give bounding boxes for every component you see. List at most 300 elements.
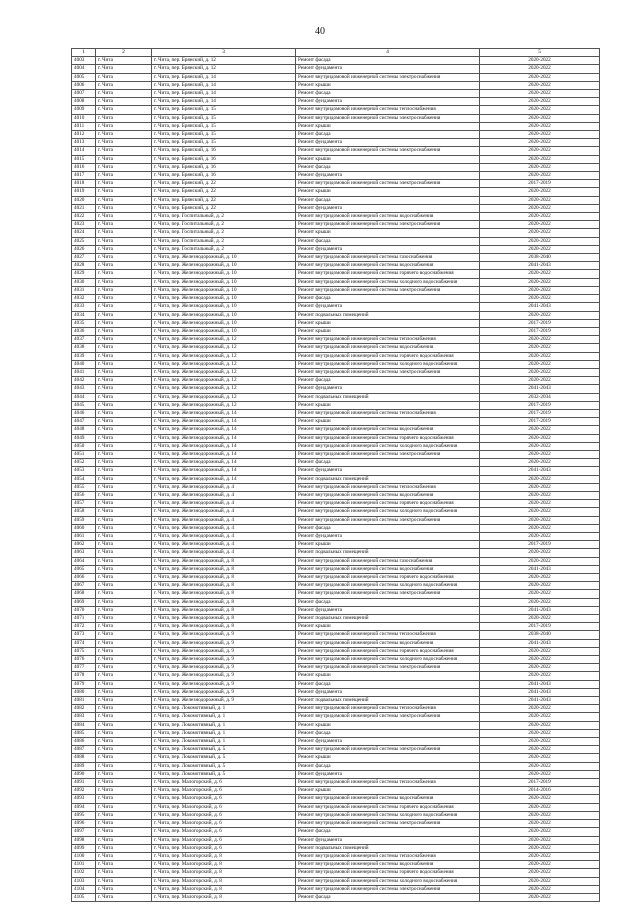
table-row <box>72 303 600 311</box>
table-row <box>72 598 600 606</box>
work-type-cell: Ремонт крыши <box>296 541 480 549</box>
row-number-cell: 4097 <box>72 828 96 836</box>
table-row <box>72 409 600 417</box>
locality-cell: г. Чита <box>96 803 152 811</box>
table-row <box>72 385 600 393</box>
header-cell: 1 <box>72 49 96 57</box>
table-row <box>72 180 600 188</box>
address-cell: г. Чита, пер. Железнодорожный, д. 9 <box>152 688 296 696</box>
locality-cell: г. Чита <box>96 483 152 491</box>
row-number-cell: 4036 <box>72 327 96 335</box>
row-number-cell: 4017 <box>72 172 96 180</box>
work-type-cell: Ремонт подвальных помещений <box>296 844 480 852</box>
row-number-cell: 4040 <box>72 360 96 368</box>
address-cell: г. Чита, пер. Брянский, д. 14 <box>152 90 296 98</box>
work-type-cell: Ремонт внутридомовой инженерной системы газоснабжения <box>296 254 480 262</box>
period-cell: 2020-2022 <box>480 483 600 491</box>
period-cell: 2020-2022 <box>480 844 600 852</box>
table-row <box>72 582 600 590</box>
locality-cell: г. Чита <box>96 541 152 549</box>
locality-cell: г. Чита <box>96 426 152 434</box>
row-number-cell: 4037 <box>72 336 96 344</box>
locality-cell: г. Чита <box>96 787 152 795</box>
period-cell: 2041-2043 <box>480 697 600 705</box>
period-cell: 2020-2022 <box>480 221 600 229</box>
locality-cell: г. Чита <box>96 861 152 869</box>
table-row <box>72 221 600 229</box>
row-number-cell: 4054 <box>72 475 96 483</box>
period-cell: 2020-2022 <box>480 705 600 713</box>
locality-cell: г. Чита <box>96 590 152 598</box>
row-number-cell: 4063 <box>72 549 96 557</box>
period-cell: 2020-2022 <box>480 516 600 524</box>
header-cell: 3 <box>152 49 296 57</box>
work-type-cell: Ремонт фасада <box>296 131 480 139</box>
address-cell: г. Чита, пер. Железнодорожный, д. 9 <box>152 656 296 664</box>
period-cell: 2020-2022 <box>480 598 600 606</box>
table-row <box>72 664 600 672</box>
address-cell: г. Чита, пер. Железнодорожный, д. 14 <box>152 434 296 442</box>
row-number-cell: 4015 <box>72 155 96 163</box>
row-number-cell: 4018 <box>72 180 96 188</box>
work-type-cell: Ремонт внутридомовой инженерной системы холодного водоснабжения <box>296 656 480 664</box>
table-row <box>72 73 600 81</box>
row-number-cell: 4075 <box>72 647 96 655</box>
table-row <box>72 590 600 598</box>
table-header-row <box>72 49 600 57</box>
locality-cell: г. Чита <box>96 385 152 393</box>
locality-cell: г. Чита <box>96 647 152 655</box>
table-row <box>72 721 600 729</box>
table-row <box>72 844 600 852</box>
table-row <box>72 262 600 270</box>
period-cell: 2017-2019 <box>480 779 600 787</box>
header-cell: 5 <box>480 49 600 57</box>
work-type-cell: Ремонт внутридомовой инженерной системы водоснабжения <box>296 861 480 869</box>
address-cell: г. Чита, пер. Железнодорожный, д. 14 <box>152 467 296 475</box>
period-cell: 2017-2019 <box>480 401 600 409</box>
locality-cell: г. Чита <box>96 713 152 721</box>
row-number-cell: 4096 <box>72 820 96 828</box>
address-cell: г. Чита, пер. Локомотивный, д. 5 <box>152 770 296 778</box>
row-number-cell: 4048 <box>72 426 96 434</box>
address-cell: г. Чита, пер. Железнодорожный, д. 4 <box>152 532 296 540</box>
work-type-cell: Ремонт крыши <box>296 122 480 130</box>
locality-cell: г. Чита <box>96 311 152 319</box>
address-cell: г. Чита, пер. Брянский, д. 14 <box>152 81 296 89</box>
work-type-cell: Ремонт подвальных помещений <box>296 697 480 705</box>
period-cell: 2032-2034 <box>480 393 600 401</box>
work-type-cell: Ремонт фундамента <box>296 770 480 778</box>
work-type-cell: Ремонт внутридомовой инженерной системы горячего водоснабжения <box>296 434 480 442</box>
row-number-cell: 4089 <box>72 762 96 770</box>
table-row <box>72 81 600 89</box>
address-cell: г. Чита, пер. Железнодорожный, д. 8 <box>152 590 296 598</box>
row-number-cell: 4093 <box>72 795 96 803</box>
period-cell: 2041-2043 <box>480 680 600 688</box>
table-row <box>72 491 600 499</box>
work-type-cell: Ремонт фундамента <box>296 204 480 212</box>
table-row <box>72 434 600 442</box>
table-row <box>72 377 600 385</box>
period-cell: 2020-2022 <box>480 65 600 73</box>
row-number-cell: 4091 <box>72 779 96 787</box>
row-number-cell: 4034 <box>72 311 96 319</box>
row-number-cell: 4087 <box>72 746 96 754</box>
period-cell: 2020-2022 <box>480 664 600 672</box>
work-type-cell: Ремонт фундамента <box>296 836 480 844</box>
address-cell: г. Чита, пер. Железнодорожный, д. 10 <box>152 295 296 303</box>
row-number-cell: 4004 <box>72 65 96 73</box>
table-row <box>72 836 600 844</box>
row-number-cell: 4098 <box>72 836 96 844</box>
table-row <box>72 574 600 582</box>
period-cell: 2020-2022 <box>480 877 600 885</box>
address-cell: г. Чита, пер. Железнодорожный, д. 9 <box>152 647 296 655</box>
row-number-cell: 4083 <box>72 713 96 721</box>
locality-cell: г. Чита <box>96 122 152 130</box>
locality-cell: г. Чита <box>96 393 152 401</box>
address-cell: г. Чита, пер. Брянский, д. 15 <box>152 131 296 139</box>
period-cell: 2017-2019 <box>480 418 600 426</box>
row-number-cell: 4101 <box>72 861 96 869</box>
table-row <box>72 106 600 114</box>
locality-cell: г. Чита <box>96 450 152 458</box>
row-number-cell: 4102 <box>72 869 96 877</box>
work-type-cell: Ремонт крыши <box>296 721 480 729</box>
table-row <box>72 122 600 130</box>
address-cell: г. Чита, пер. Железнодорожный, д. 12 <box>152 393 296 401</box>
period-cell: 2020-2022 <box>480 270 600 278</box>
work-type-cell: Ремонт внутридомовой инженерной системы электроснабжения <box>296 885 480 893</box>
row-number-cell: 4095 <box>72 811 96 819</box>
work-type-cell: Ремонт внутридомовой инженерной системы электроснабжения <box>296 516 480 524</box>
address-cell: г. Чита, пер. Железнодорожный, д. 12 <box>152 344 296 352</box>
table-row <box>72 270 600 278</box>
period-cell: 2020-2022 <box>480 73 600 81</box>
locality-cell: г. Чита <box>96 467 152 475</box>
locality-cell: г. Чита <box>96 303 152 311</box>
period-cell: 2020-2022 <box>480 147 600 155</box>
locality-cell: г. Чита <box>96 278 152 286</box>
locality-cell: г. Чита <box>96 623 152 631</box>
table-row <box>72 336 600 344</box>
period-cell: 2020-2022 <box>480 754 600 762</box>
period-cell: 2020-2022 <box>480 836 600 844</box>
address-cell: г. Чита, пер. Брянский, д. 14 <box>152 73 296 81</box>
address-cell: г. Чита, пер. Брянский, д. 12 <box>152 65 296 73</box>
table-row <box>72 98 600 106</box>
table-row <box>72 467 600 475</box>
row-number-cell: 4042 <box>72 377 96 385</box>
address-cell: г. Чита, пер. Локомотивный, д. 5 <box>152 754 296 762</box>
period-cell: 2020-2022 <box>480 893 600 901</box>
locality-cell: г. Чита <box>96 516 152 524</box>
period-cell: 2020-2022 <box>480 885 600 893</box>
address-cell: г. Чита, пер. Госпитальный, д. 2 <box>152 229 296 237</box>
work-type-cell: Ремонт подвальных помещений <box>296 475 480 483</box>
table-row <box>72 615 600 623</box>
table-row <box>72 163 600 171</box>
row-number-cell: 4039 <box>72 352 96 360</box>
period-cell: 2020-2022 <box>480 869 600 877</box>
row-number-cell: 4085 <box>72 729 96 737</box>
locality-cell: г. Чита <box>96 409 152 417</box>
period-cell: 2020-2022 <box>480 721 600 729</box>
address-cell: г. Чита, пер. Малогорский, д. 6 <box>152 828 296 836</box>
period-cell: 2020-2022 <box>480 188 600 196</box>
period-cell: 2020-2022 <box>480 90 600 98</box>
address-cell: г. Чита, пер. Железнодорожный, д. 12 <box>152 352 296 360</box>
address-cell: г. Чита, пер. Железнодорожный, д. 10 <box>152 254 296 262</box>
locality-cell: г. Чита <box>96 229 152 237</box>
work-type-cell: Ремонт внутридомовой инженерной системы теплоснабжения <box>296 631 480 639</box>
period-cell: 2020-2022 <box>480 213 600 221</box>
address-cell: г. Чита, пер. Железнодорожный, д. 10 <box>152 303 296 311</box>
work-type-cell: Ремонт крыши <box>296 319 480 327</box>
row-number-cell: 4064 <box>72 557 96 565</box>
table-row <box>72 475 600 483</box>
work-type-cell: Ремонт внутридомовой инженерной системы горячего водоснабжения <box>296 352 480 360</box>
locality-cell: г. Чита <box>96 598 152 606</box>
work-type-cell: Ремонт крыши <box>296 188 480 196</box>
locality-cell: г. Чита <box>96 557 152 565</box>
locality-cell: г. Чита <box>96 672 152 680</box>
period-cell: 2020-2022 <box>480 114 600 122</box>
table-row <box>72 738 600 746</box>
table-row <box>72 368 600 376</box>
address-cell: г. Чита, пер. Малогорский, д. 6 <box>152 836 296 844</box>
table-row <box>72 204 600 212</box>
period-cell: 2020-2022 <box>480 81 600 89</box>
period-cell: 2020-2022 <box>480 590 600 598</box>
row-number-cell: 4031 <box>72 286 96 294</box>
row-number-cell: 4020 <box>72 196 96 204</box>
table-row <box>72 311 600 319</box>
work-type-cell: Ремонт внутридомовой инженерной системы водоснабжения <box>296 262 480 270</box>
locality-cell: г. Чита <box>96 754 152 762</box>
locality-cell: г. Чита <box>96 90 152 98</box>
table-row <box>72 746 600 754</box>
work-type-cell: Ремонт внутридомовой инженерной системы электроснабжения <box>296 114 480 122</box>
work-type-cell: Ремонт внутридомовой инженерной системы теплоснабжения <box>296 705 480 713</box>
period-cell: 2020-2022 <box>480 770 600 778</box>
address-cell: г. Чита, пер. Брянский, д. 14 <box>152 98 296 106</box>
period-cell: 2014-2016 <box>480 787 600 795</box>
period-cell: 2020-2022 <box>480 278 600 286</box>
row-number-cell: 4080 <box>72 688 96 696</box>
locality-cell: г. Чита <box>96 221 152 229</box>
locality-cell: г. Чита <box>96 459 152 467</box>
locality-cell: г. Чита <box>96 418 152 426</box>
address-cell: г. Чита, пер. Железнодорожный, д. 4 <box>152 524 296 532</box>
address-cell: г. Чита, пер. Малогорский, д. 6 <box>152 779 296 787</box>
table-row <box>72 713 600 721</box>
period-cell: 2020-2022 <box>480 237 600 245</box>
address-cell: г. Чита, пер. Железнодорожный, д. 4 <box>152 541 296 549</box>
address-cell: г. Чита, пер. Малогорский, д. 6 <box>152 811 296 819</box>
period-cell: 2017-2019 <box>480 623 600 631</box>
row-number-cell: 4072 <box>72 623 96 631</box>
work-type-cell: Ремонт крыши <box>296 754 480 762</box>
address-cell: г. Чита, пер. Железнодорожный, д. 8 <box>152 598 296 606</box>
table-row <box>72 647 600 655</box>
work-type-cell: Ремонт внутридомовой инженерной системы холодного водоснабжения <box>296 442 480 450</box>
period-cell: 2020-2022 <box>480 828 600 836</box>
address-cell: г. Чита, пер. Брянский, д. 15 <box>152 114 296 122</box>
row-number-cell: 4103 <box>72 877 96 885</box>
work-type-cell: Ремонт внутридомовой инженерной системы электроснабжения <box>296 713 480 721</box>
table-row <box>72 820 600 828</box>
table-row <box>72 803 600 811</box>
table-row <box>72 828 600 836</box>
row-number-cell: 4058 <box>72 508 96 516</box>
period-cell: 2020-2022 <box>480 532 600 540</box>
work-type-cell: Ремонт крыши <box>296 81 480 89</box>
address-cell: г. Чита, пер. Госпитальный, д. 2 <box>152 237 296 245</box>
locality-cell: г. Чита <box>96 180 152 188</box>
work-type-cell: Ремонт внутридомовой инженерной системы горячего водоснабжения <box>296 869 480 877</box>
row-number-cell: 4023 <box>72 221 96 229</box>
work-type-cell: Ремонт внутридомовой инженерной системы электроснабжения <box>296 180 480 188</box>
period-cell: 2020-2022 <box>480 368 600 376</box>
row-number-cell: 4012 <box>72 131 96 139</box>
address-cell: г. Чита, пер. Малогорский, д. 6 <box>152 795 296 803</box>
work-type-cell: Ремонт фасада <box>296 377 480 385</box>
table-row <box>72 147 600 155</box>
table-row <box>72 295 600 303</box>
work-type-cell: Ремонт внутридомовой инженерной системы электроснабжения <box>296 820 480 828</box>
period-cell: 2020-2022 <box>480 656 600 664</box>
work-type-cell: Ремонт фасада <box>296 828 480 836</box>
table-row <box>72 114 600 122</box>
period-cell: 2020-2022 <box>480 360 600 368</box>
row-number-cell: 4025 <box>72 237 96 245</box>
table-row <box>72 131 600 139</box>
table-row <box>72 869 600 877</box>
period-cell: 2020-2022 <box>480 524 600 532</box>
work-type-cell: Ремонт крыши <box>296 623 480 631</box>
work-type-cell: Ремонт крыши <box>296 327 480 335</box>
locality-cell: г. Чита <box>96 844 152 852</box>
work-type-cell: Ремонт внутридомовой инженерной системы холодного водоснабжения <box>296 811 480 819</box>
work-type-cell: Ремонт фасада <box>296 729 480 737</box>
address-cell: г. Чита, пер. Брянский, д. 15 <box>152 139 296 147</box>
work-type-cell: Ремонт внутридомовой инженерной системы газоснабжения <box>296 557 480 565</box>
address-cell: г. Чита, пер. Брянский, д. 16 <box>152 155 296 163</box>
work-type-cell: Ремонт внутридомовой инженерной системы электроснабжения <box>296 368 480 376</box>
address-cell: г. Чита, пер. Железнодорожный, д. 12 <box>152 377 296 385</box>
period-cell: 2020-2022 <box>480 861 600 869</box>
address-cell: г. Чита, пер. Госпитальный, д. 2 <box>152 245 296 253</box>
address-cell: г. Чита, пер. Железнодорожный, д. 4 <box>152 491 296 499</box>
row-number-cell: 4003 <box>72 57 96 65</box>
row-number-cell: 4079 <box>72 680 96 688</box>
row-number-cell: 4033 <box>72 303 96 311</box>
work-type-cell: Ремонт внутридомовой инженерной системы теплоснабжения <box>296 779 480 787</box>
work-type-cell: Ремонт крыши <box>296 787 480 795</box>
work-type-cell: Ремонт внутридомовой инженерной системы горячего водоснабжения <box>296 500 480 508</box>
address-cell: г. Чита, пер. Железнодорожный, д. 10 <box>152 311 296 319</box>
table-row <box>72 483 600 491</box>
work-type-cell: Ремонт внутридомовой инженерной системы водоснабжения <box>296 491 480 499</box>
work-type-cell: Ремонт подвальных помещений <box>296 393 480 401</box>
address-cell: г. Чита, пер. Локомотивный, д. 1 <box>152 705 296 713</box>
period-cell: 2020-2022 <box>480 615 600 623</box>
address-cell: г. Чита, пер. Железнодорожный, д. 4 <box>152 549 296 557</box>
locality-cell: г. Чита <box>96 204 152 212</box>
work-type-cell: Ремонт фундамента <box>296 688 480 696</box>
address-cell: г. Чита, пер. Локомотивный, д. 1 <box>152 729 296 737</box>
period-cell: 2017-2019 <box>480 409 600 417</box>
locality-cell: г. Чита <box>96 442 152 450</box>
locality-cell: г. Чита <box>96 893 152 901</box>
work-type-cell: Ремонт фасада <box>296 163 480 171</box>
row-number-cell: 4059 <box>72 516 96 524</box>
work-type-cell: Ремонт фасада <box>296 598 480 606</box>
period-cell: 2041-2043 <box>480 639 600 647</box>
table-row <box>72 188 600 196</box>
row-number-cell: 4049 <box>72 434 96 442</box>
period-cell: 2020-2022 <box>480 106 600 114</box>
work-type-cell: Ремонт фасада <box>296 237 480 245</box>
address-cell: г. Чита, пер. Брянский, д. 16 <box>152 163 296 171</box>
address-cell: г. Чита, пер. Железнодорожный, д. 10 <box>152 262 296 270</box>
work-type-cell: Ремонт фундамента <box>296 139 480 147</box>
table-row <box>72 877 600 885</box>
table-row <box>72 631 600 639</box>
row-number-cell: 4053 <box>72 467 96 475</box>
work-type-cell: Ремонт внутридомовой инженерной системы холодного водоснабжения <box>296 508 480 516</box>
locality-cell: г. Чита <box>96 352 152 360</box>
locality-cell: г. Чита <box>96 721 152 729</box>
row-number-cell: 4065 <box>72 565 96 573</box>
table-row <box>72 500 600 508</box>
table-row <box>72 729 600 737</box>
locality-cell: г. Чита <box>96 705 152 713</box>
table-row <box>72 885 600 893</box>
period-cell: 2041-2043 <box>480 262 600 270</box>
work-type-cell: Ремонт фундамента <box>296 532 480 540</box>
period-cell: 2020-2022 <box>480 459 600 467</box>
address-cell: г. Чита, пер. Брянский, д. 22 <box>152 180 296 188</box>
locality-cell: г. Чита <box>96 286 152 294</box>
table-row <box>72 57 600 65</box>
address-cell: г. Чита, пер. Малогорский, д. 8 <box>152 861 296 869</box>
locality-cell: г. Чита <box>96 738 152 746</box>
table-row <box>72 541 600 549</box>
work-type-cell: Ремонт внутридомовой инженерной системы теплоснабжения <box>296 483 480 491</box>
table-body <box>72 49 600 902</box>
table-row <box>72 393 600 401</box>
period-cell: 2020-2022 <box>480 286 600 294</box>
row-number-cell: 4005 <box>72 73 96 81</box>
locality-cell: г. Чита <box>96 196 152 204</box>
address-cell: г. Чита, пер. Железнодорожный, д. 9 <box>152 697 296 705</box>
address-cell: г. Чита, пер. Железнодорожный, д. 14 <box>152 418 296 426</box>
locality-cell: г. Чита <box>96 664 152 672</box>
table-row <box>72 705 600 713</box>
period-cell: 2020-2022 <box>480 311 600 319</box>
period-cell: 2020-2022 <box>480 336 600 344</box>
table-row <box>72 565 600 573</box>
row-number-cell: 4090 <box>72 770 96 778</box>
row-number-cell: 4068 <box>72 590 96 598</box>
table-row <box>72 516 600 524</box>
locality-cell: г. Чита <box>96 295 152 303</box>
table-row <box>72 319 600 327</box>
locality-cell: г. Чита <box>96 836 152 844</box>
